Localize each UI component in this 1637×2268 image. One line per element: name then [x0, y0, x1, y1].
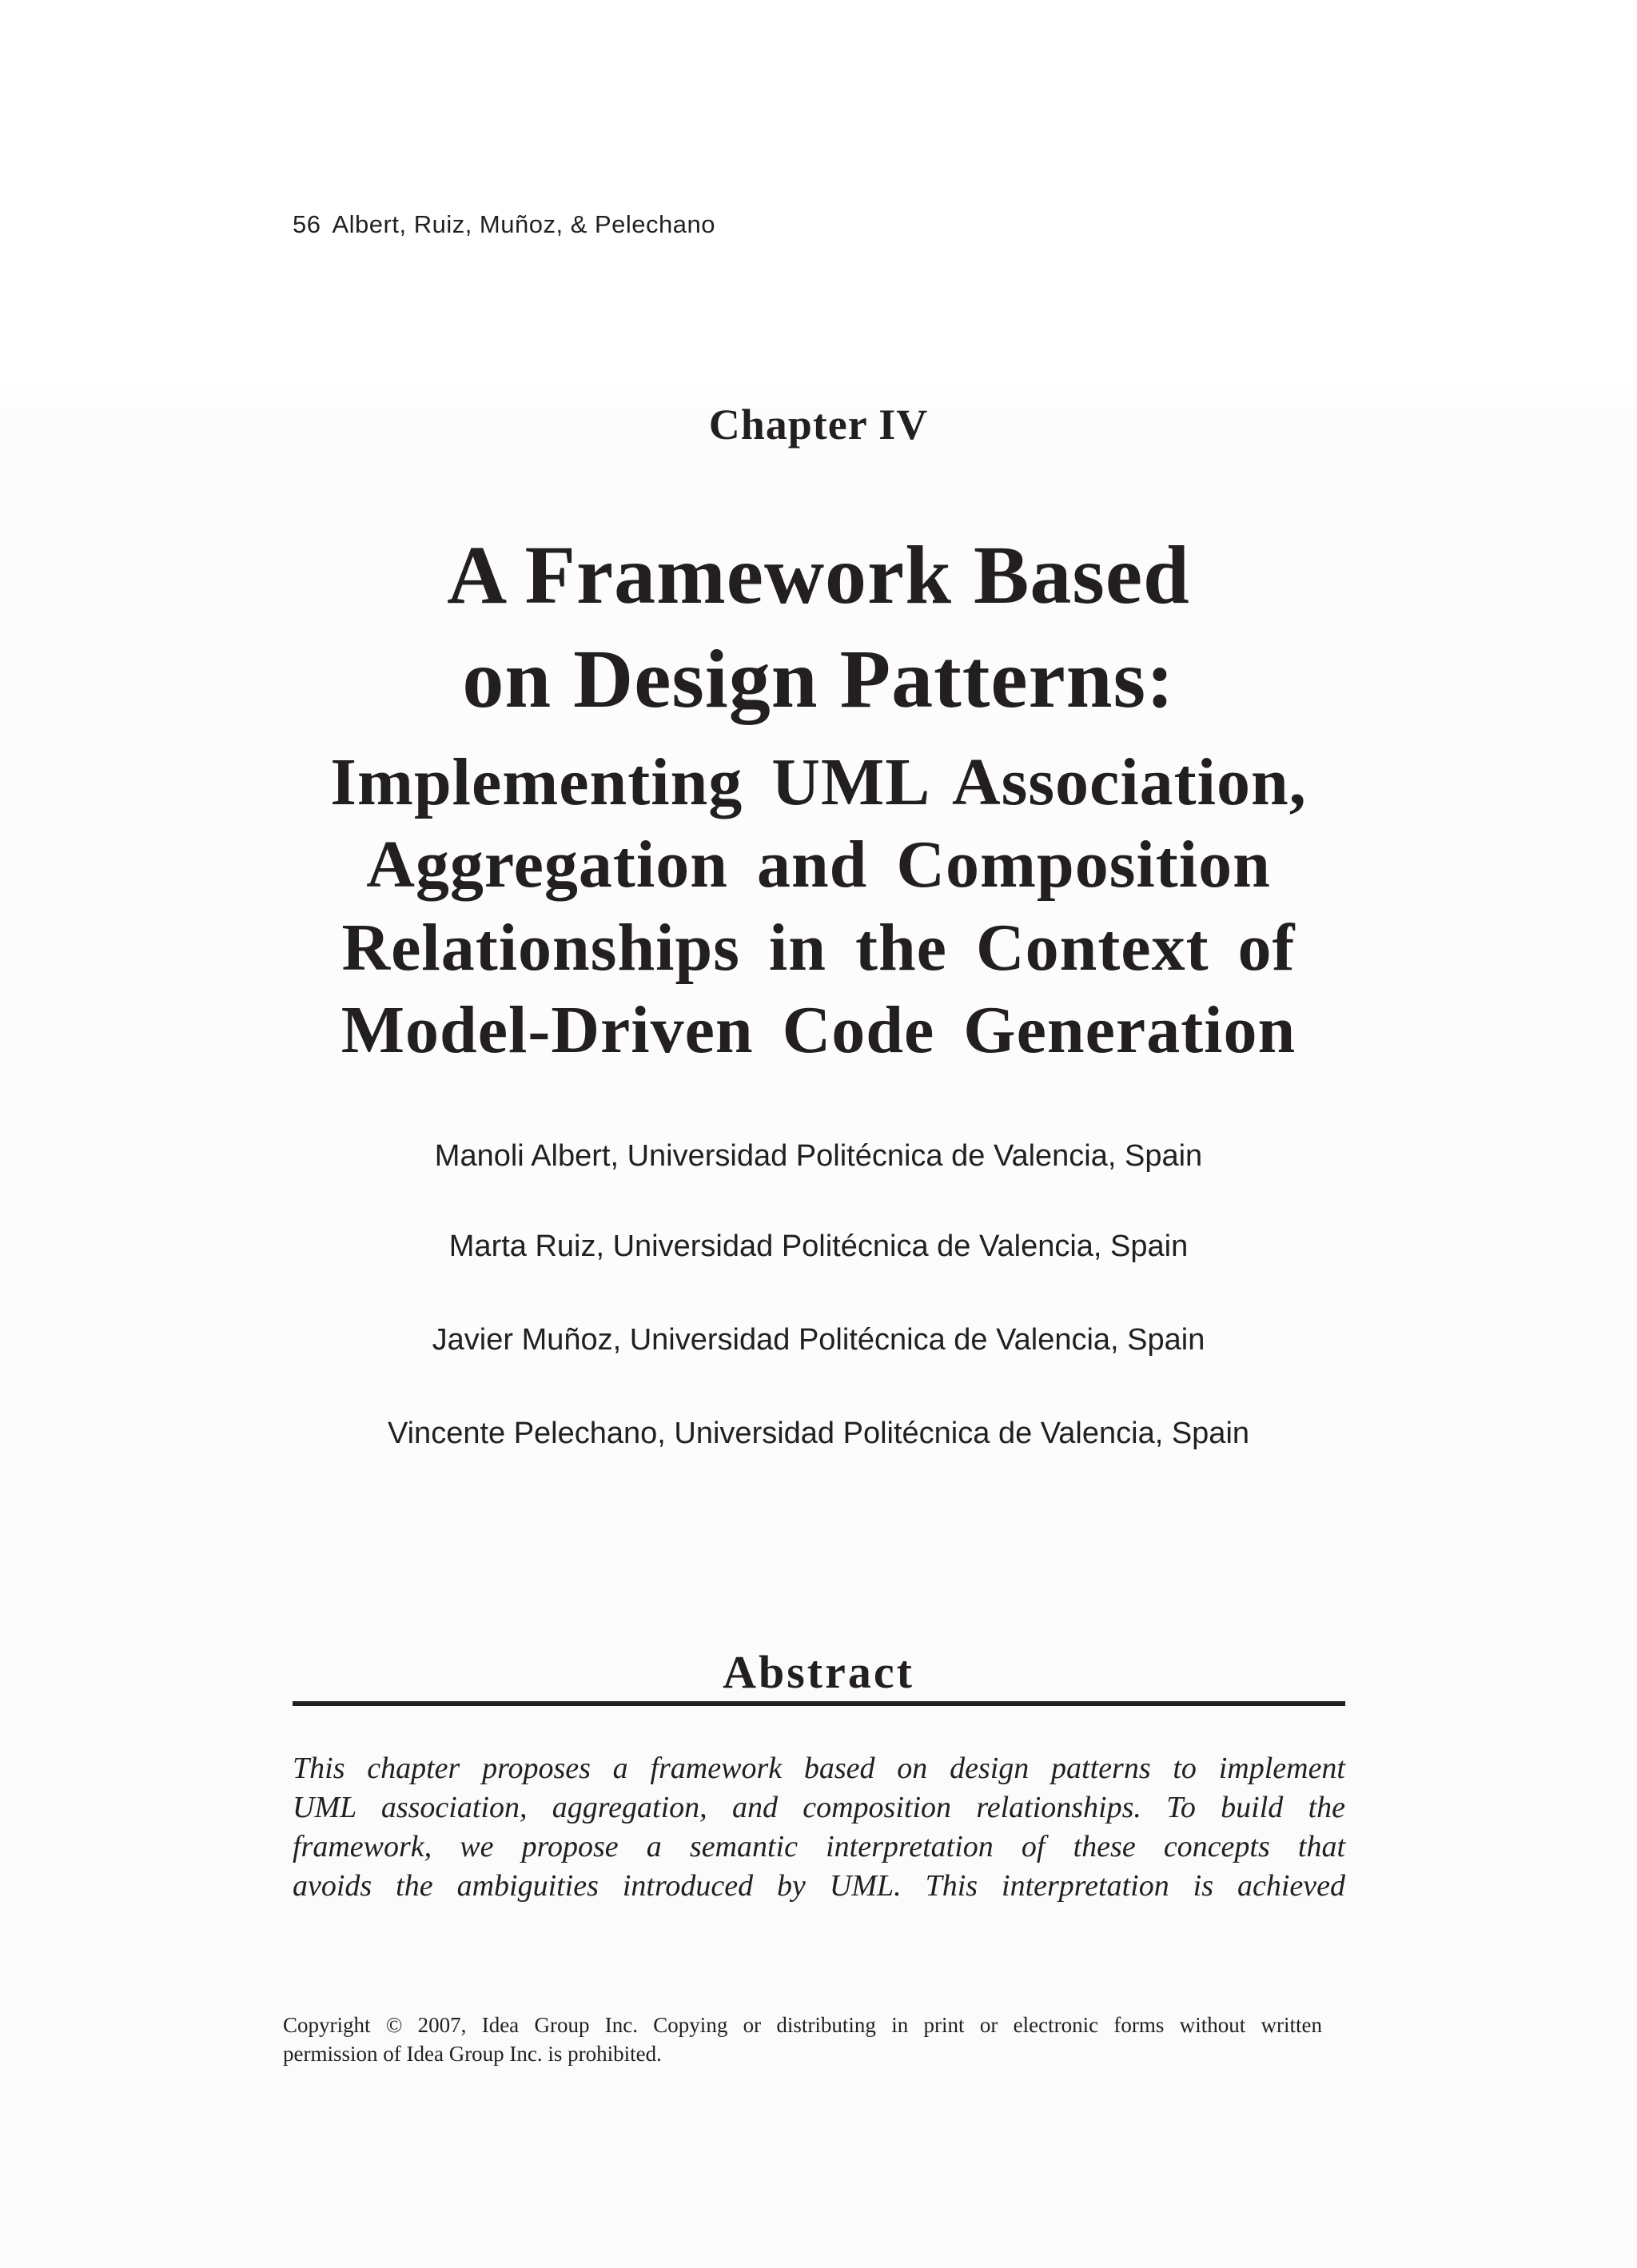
- copyright-line: Copyright © 2007, Idea Group Inc. Copying or distributing in print or electronic forms without written: [283, 2013, 1322, 2037]
- abstract-heading: Abstract: [723, 1646, 914, 1698]
- chapter-subtitle-line-4: Model-Driven Code Generation: [341, 993, 1296, 1067]
- abstract-line: UML association, aggregation, and composition relationships. To build the: [293, 1791, 1345, 1824]
- author-affiliation: Manoli Albert, Universidad Politécnica de Valencia, Spain: [434, 1139, 1203, 1173]
- abstract-line: This chapter proposes a framework based on design patterns to implement: [293, 1752, 1345, 1785]
- abstract-line: framework, we propose a semantic interpretation of these concepts that: [293, 1830, 1345, 1863]
- author-affiliation: Javier Muñoz, Universidad Politécnica de Valencia, Spain: [432, 1323, 1205, 1357]
- copyright-notice: [283, 2011, 1322, 2068]
- abstract-line: avoids the ambiguities introduced by UML. This interpretation is achieved: [293, 1869, 1345, 1903]
- running-head: [293, 210, 715, 239]
- running-head-authors: Albert, Ruiz, Muñoz, & Pelechano: [332, 210, 716, 238]
- author-affiliation: Vincente Pelechano, Universidad Politécnica de Valencia, Spain: [387, 1417, 1250, 1450]
- chapter-subtitle-line-1: Implementing UML Association,: [330, 745, 1307, 819]
- chapter-title-line-1: A Framework Based: [447, 529, 1190, 621]
- chapter-subtitle-line-3: Relationships in the Context of: [341, 911, 1296, 985]
- author-affiliation: Marta Ruiz, Universidad Politécnica de Valencia, Spain: [448, 1230, 1189, 1263]
- copyright-line: permission of Idea Group Inc. is prohibited.: [283, 2042, 662, 2066]
- abstract-body: [293, 1749, 1345, 1906]
- chapter-label: Chapter IV: [708, 401, 929, 448]
- chapter-subtitle-line-2: Aggregation and Composition: [366, 827, 1271, 902]
- abstract-divider: [293, 1701, 1345, 1706]
- chapter-title-line-2: on Design Patterns:: [462, 633, 1175, 725]
- page-number: 56: [293, 210, 321, 238]
